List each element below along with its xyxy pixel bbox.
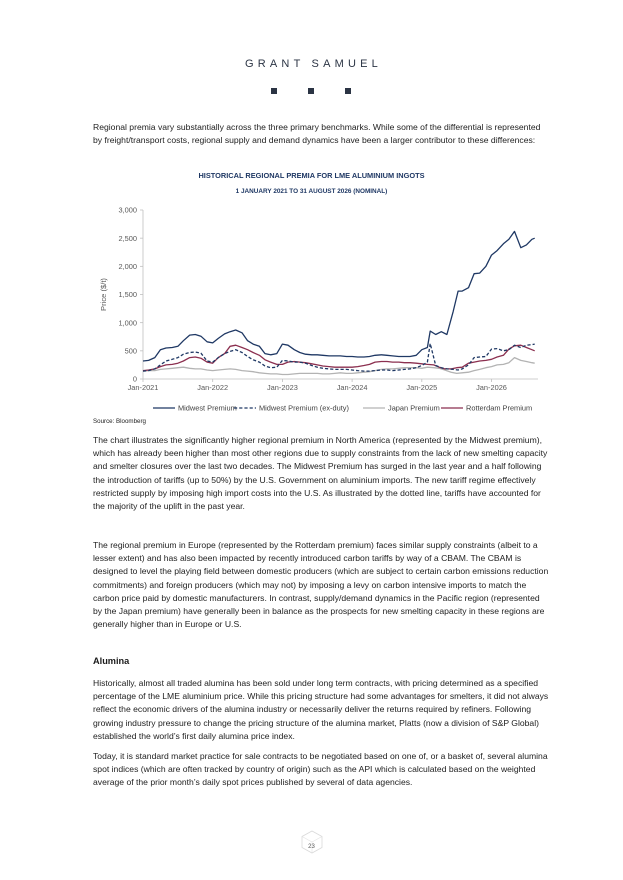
legend-label: Midwest Premium <box>178 403 237 413</box>
x-tick-label: Jan-2024 <box>336 383 368 392</box>
y-tick-label: 2,500 <box>118 233 137 243</box>
body-paragraph: The chart illustrates the significantly higher regional premium in North America (represented by the Midwest premium), which has already been higher than most other regions due to supply constraints from the lack of new smelting capacity and smelter closures over the last two decades. The Midwest Premium has surged in the last year and a half following the introduction of tariffs (up to 50%) by the U.S. Government on aluminium imports. The new tariff regime effectively restricted supply by imposing high import costs into the U.S. As illustrated by the dotted line, tariffs have accounted for the majority of the uplift in the past year. <box>93 435 548 512</box>
section-heading-alumina: Alumina <box>93 656 130 666</box>
x-tick-label: Jan-2021 <box>127 383 159 392</box>
premia-line-chart <box>0 0 623 420</box>
legend-label: Midwest Premium (ex-duty) <box>259 403 349 413</box>
intro-paragraph: Regional premia vary substantially across the three primary benchmarks. While some of the differential is represented by freight/transport costs, regional supply and demand dynamics have been a larger contributor to these differences: <box>93 122 541 146</box>
y-tick-label: 1,500 <box>118 290 137 300</box>
y-tick-label: 2,000 <box>118 261 137 271</box>
brand-wordmark: GRANT SAMUEL <box>245 58 382 70</box>
x-tick-label: Jan-2022 <box>197 383 229 392</box>
legend-label: Rotterdam Premium <box>466 403 533 413</box>
y-tick-label: 1,000 <box>118 318 137 328</box>
series-line-midwest-premium <box>143 231 535 361</box>
y-tick-label: 3,000 <box>118 205 137 215</box>
chart-subtitle: 1 JANUARY 2021 TO 31 AUGUST 2026 (NOMINAL) <box>235 188 388 195</box>
legend-label: Japan Premium <box>388 403 440 413</box>
x-tick-label: Jan-2025 <box>406 383 438 392</box>
page-number: 23 <box>308 844 315 850</box>
x-tick-label: Jan-2023 <box>266 383 298 392</box>
y-axis-label: Price ($/t) <box>99 278 108 311</box>
series-line-rotterdam-premium <box>143 345 535 370</box>
footer-hexagon-icon <box>301 830 323 854</box>
body-paragraph: The regional premium in Europe (represented by the Rotterdam premium) faces similar supply constraints (albeit to a lesser extent) and has also been impacted by recently introduced carbon tariffs by way of a CBAM. The CBAM is designed to level the playing field between domestic producers (which are subject to certain carbon emissions reduction commitments) and foreign producers (which may not) by imposing a levy on carbon intensive imports to match the carbon price paid by domestic manufacturers. In contrast, supply/demand dynamics in the Pacific region (represented by the Japan premium) have generally been in balance as the prospects for new smelting capacity in these regions are generally higher than in Europe or U.S. <box>93 540 549 630</box>
y-tick-label: 0 <box>132 374 137 384</box>
y-tick-label: 500 <box>124 346 137 356</box>
source-note: Source: Bloomberg <box>93 418 146 425</box>
alumina-paragraph: Historically, almost all traded alumina has been sold under long term contracts, with pricing determined as a specified percentage of the LME aluminium price. While this pricing structure had some advantages for smelters, it did not always reflect the economic drivers of the alumina industry or necessarily deliver the returns required by refiners. Following growing industry pressure to change the pricing structure of the alumina market, Platts (now a division of S&P Global) established the world’s first daily alumina price index. <box>93 678 549 741</box>
series-line-japan-premium <box>143 358 535 375</box>
x-tick-label: Jan-2026 <box>476 383 507 392</box>
chart-title: HISTORICAL REGIONAL PREMIA FOR LME ALUMINIUM INGOTS <box>198 171 425 180</box>
alumina-paragraph: Today, it is standard market practice for sale contracts to be negotiated based on one of, or a basket of, several alumina spot indices (which are often tracked by country of origin) such as the API which is calculated based on the weighted average of the prior month’s daily spot prices published by several of data agencies. <box>93 751 548 788</box>
